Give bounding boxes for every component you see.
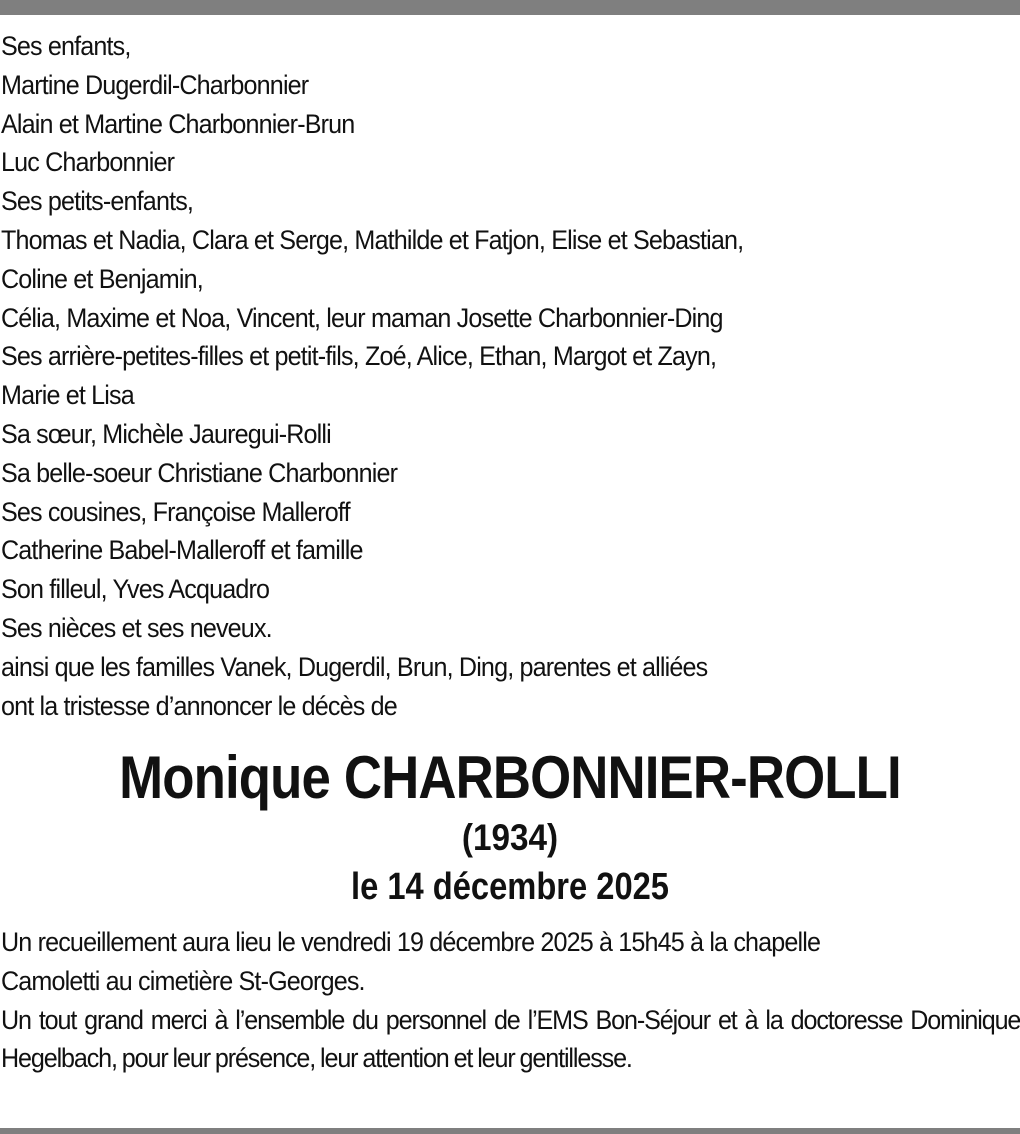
family-line: Thomas et Nadia, Clara et Serge, Mathilde et Fatjon, Elise et Sebastian, (1, 224, 744, 255)
ceremony-location: Camoletti au cimetière St-Georges. (1, 965, 365, 996)
deceased-name: Monique CHARBONNIER-ROLLI (119, 744, 901, 811)
family-line: Ses nièces et ses neveux. (1, 612, 272, 643)
top-rule (0, 0, 1020, 15)
family-line: Coline et Benjamin, (1, 263, 203, 294)
closing-text (1, 923, 1020, 1078)
bottom-rule (0, 1128, 1020, 1134)
ceremony-line: Un recueillement aura lieu le vendredi 19 décembre 2025 à 15h45 à la chapelle (1, 927, 821, 957)
family-line: Ses arrière-petites-filles et petit-fils, Zoé, Alice, Ethan, Margot et Zayn, (1, 341, 717, 372)
family-line: ainsi que les familles Vanek, Dugerdil, Brun, Ding, parentes et alliées (1, 651, 708, 682)
family-line: ont la tristesse d’annoncer le décès de (1, 690, 397, 721)
family-line: Alain et Martine Charbonnier-Brun (1, 108, 355, 139)
family-line: Son filleul, Yves Acquadro (1, 574, 270, 605)
thanks-paragraph: Un tout grand merci à l’ensemble du personnel de l’EMS Bon-Séjour et à la doctoresse Dominique Hegelbach, pour leur présence, leur attention et leur gentillesse. (1, 1004, 1020, 1074)
family-line: Martine Dugerdil-Charbonnier (1, 69, 309, 100)
family-line: Ses enfants, (1, 31, 131, 61)
family-line: Marie et Lisa (1, 380, 134, 411)
birth-year: (1934) (461, 817, 559, 858)
family-line: Célia, Maxime et Noa, Vincent, leur maman Josette Charbonnier-Ding (1, 302, 723, 333)
family-line: Luc Charbonnier (1, 147, 175, 178)
family-line: Ses petits-enfants, (1, 186, 194, 217)
family-line: Ses cousines, Françoise Malleroff (1, 496, 350, 527)
deceased-block (0, 738, 1020, 912)
death-date: le 14 décembre 2025 (351, 866, 669, 908)
family-line: Sa sœur, Michèle Jauregui-Rolli (1, 418, 331, 449)
family-list (1, 27, 1016, 725)
family-line: Catherine Babel-Malleroff et famille (1, 535, 363, 566)
family-line: Sa belle-soeur Christiane Charbonnier (1, 457, 398, 488)
